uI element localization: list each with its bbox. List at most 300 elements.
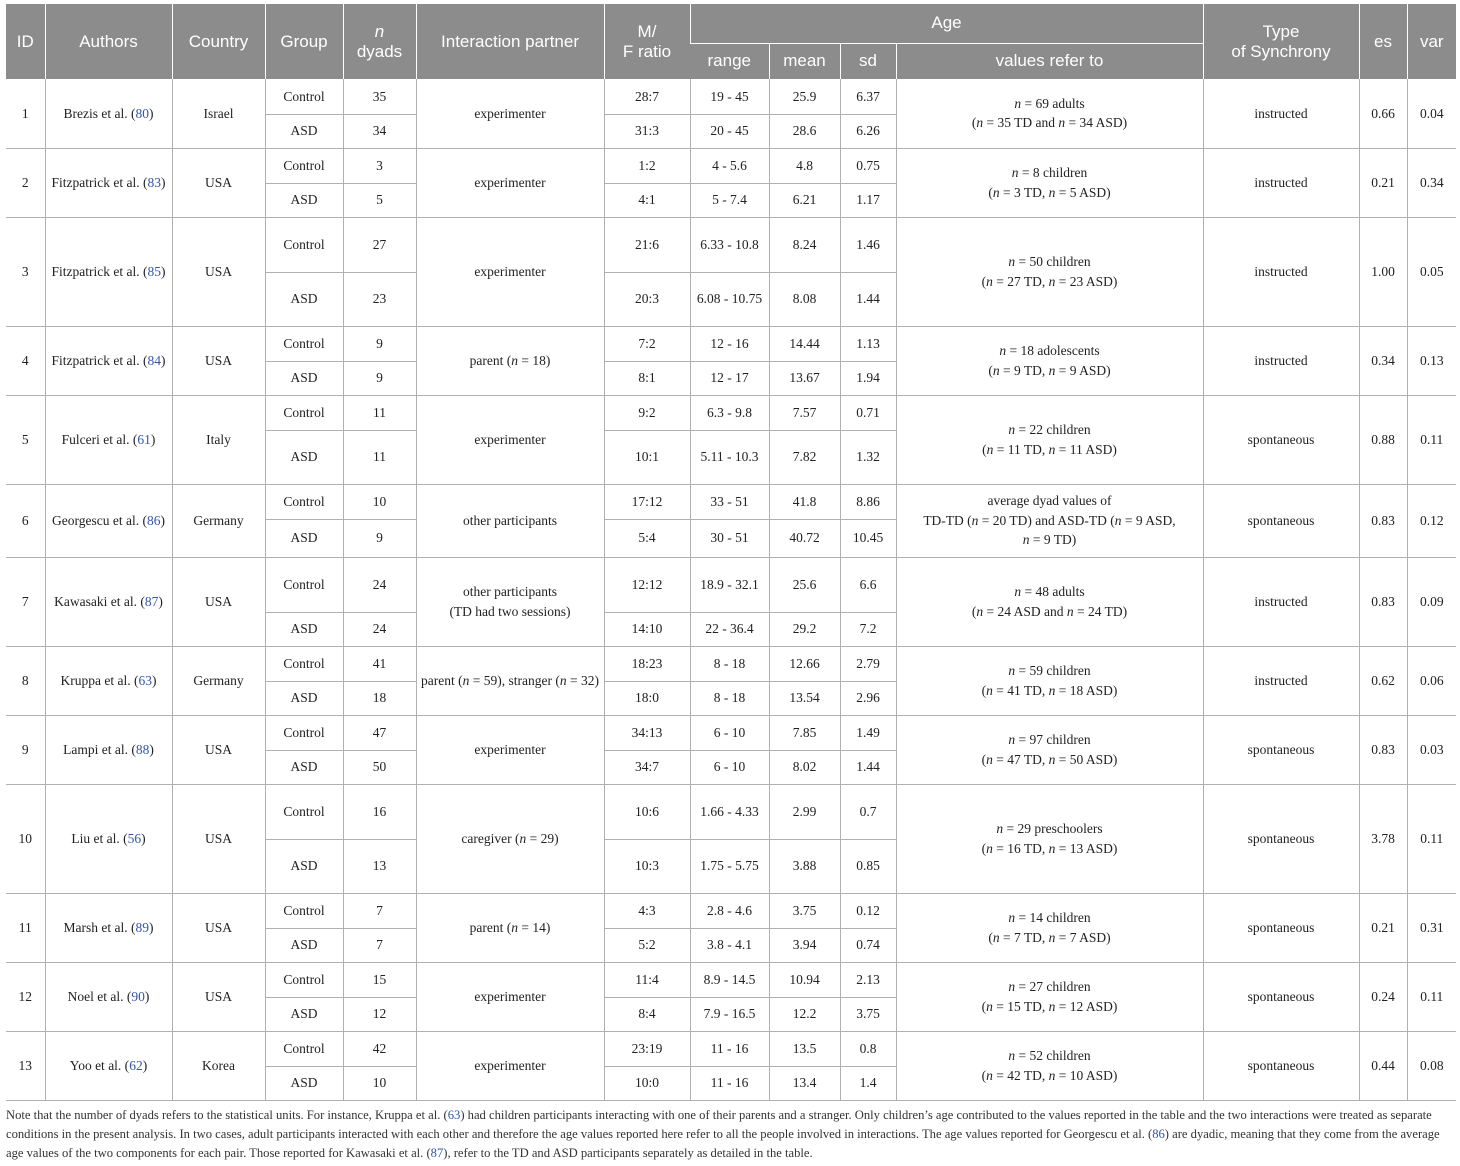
values-text: = 3 TD, (999, 184, 1049, 200)
note-ref-3: 87 (430, 1146, 444, 1160)
header-es: es (1359, 4, 1407, 79)
age-range-cell: 7.9 - 16.5 (690, 997, 769, 1031)
values-text: = 7 ASD) (1055, 929, 1111, 945)
age-mean-cell: 41.8 (769, 484, 840, 519)
values-text: TD-TD ( (923, 512, 972, 528)
age-mean-cell: 4.8 (769, 148, 840, 183)
interaction-partner-cell (416, 1031, 604, 1100)
table-body (6, 79, 1456, 1100)
table-row (6, 715, 1456, 750)
age-sd-cell: 6.6 (840, 557, 896, 612)
authors-text: Fitzpatrick et al. ( (51, 263, 148, 279)
study-authors-cell (45, 962, 172, 1031)
note-text-1: Note that the number of dyads refers to the statistical units. For instance, Kruppa et al. ( (6, 1108, 448, 1122)
n-dyads-cell: 27 (343, 217, 416, 272)
mf-ratio-cell: 9:2 (604, 395, 690, 430)
synchrony-type-cell: instructed (1203, 557, 1359, 646)
values-n: n (1014, 584, 1022, 599)
age-sd-cell: 1.4 (840, 1066, 896, 1100)
group-cell: Control (265, 962, 343, 997)
partner-n: n (511, 352, 518, 368)
reference-link: 62 (129, 1057, 143, 1073)
age-range-cell: 12 - 17 (690, 361, 769, 395)
interaction-partner-cell (416, 646, 604, 715)
age-range-cell: 6.33 - 10.8 (690, 217, 769, 272)
n-dyads-cell: 12 (343, 997, 416, 1031)
values-text: ( (971, 603, 977, 619)
values-text: = 9 ASD, (1121, 512, 1176, 528)
header-var: var (1407, 4, 1456, 79)
study-authors-cell (45, 646, 172, 715)
authors-text: Georgescu et al. ( (52, 512, 147, 528)
variance-cell: 0.04 (1407, 79, 1456, 148)
mf-ratio-cell: 20:3 (604, 272, 690, 326)
interaction-partner-cell (416, 784, 604, 893)
n-dyads-cell: 11 (343, 395, 416, 430)
study-authors-cell (45, 326, 172, 395)
age-range-cell: 8 - 18 (690, 681, 769, 715)
values-n: n (1048, 1067, 1056, 1083)
study-authors-cell (45, 784, 172, 893)
header-age-sd: sd (840, 43, 896, 79)
age-mean-cell: 7.57 (769, 395, 840, 430)
authors-text: Lampi et al. ( (63, 741, 136, 757)
study-id-cell: 11 (6, 893, 45, 962)
values-text: ( (988, 362, 993, 378)
age-mean-cell: 3.75 (769, 893, 840, 928)
values-text: = 20 TD) and ASD-TD ( (978, 512, 1115, 528)
n-dyads-cell: 3 (343, 148, 416, 183)
reference-link: 87 (144, 593, 159, 609)
age-mean-cell: 29.2 (769, 612, 840, 646)
values-text: = 48 adults (1021, 584, 1085, 599)
values-n: n (976, 115, 984, 131)
values-text: = 69 adults (1021, 95, 1085, 111)
values-text: = 18 adolescents (1006, 343, 1100, 358)
authors-text: Marsh et al. ( (63, 919, 136, 935)
values-n: n (971, 512, 979, 528)
age-mean-cell: 14.44 (769, 326, 840, 361)
partner-text: parent ( (469, 352, 512, 368)
effect-size-cell: 0.21 (1359, 148, 1407, 217)
values-refer-to-cell (896, 557, 1203, 646)
reference-link: 85 (147, 263, 161, 279)
age-range-cell: 6 - 10 (690, 750, 769, 784)
partner-text: parent ( (421, 672, 463, 688)
values-n: n (1048, 682, 1056, 698)
values-n: n (1008, 422, 1016, 437)
values-text: = 47 TD, (992, 751, 1049, 767)
mf-ratio-cell: 4:3 (604, 893, 690, 928)
interaction-partner-cell (416, 962, 604, 1031)
study-id-cell: 1 (6, 79, 45, 148)
header-n-dyads (343, 4, 416, 79)
values-refer-to-cell (896, 395, 1203, 484)
partner-text: experimenter (474, 263, 546, 279)
partner-n: n (559, 672, 567, 688)
variance-cell: 0.03 (1407, 715, 1456, 784)
group-cell: Control (265, 217, 343, 272)
interaction-partner-cell (416, 484, 604, 557)
group-cell: ASD (265, 750, 343, 784)
partner-text: experimenter (474, 988, 546, 1004)
partner-text: = 29) (526, 830, 559, 846)
study-country-cell: USA (172, 326, 265, 395)
authors-tail: ) (160, 263, 166, 279)
authors-text: Fulceri et al. ( (61, 431, 138, 447)
synchrony-type-cell: instructed (1203, 148, 1359, 217)
study-country-cell: USA (172, 962, 265, 1031)
partner-text: = 32) (566, 672, 599, 688)
values-n: n (986, 441, 994, 457)
partner-text: = 14) (518, 919, 551, 935)
values-n: n (986, 273, 993, 289)
n-dyads-cell: 7 (343, 893, 416, 928)
mf-ratio-cell: 28:7 (604, 79, 690, 114)
header-age-mean: mean (769, 43, 840, 79)
values-n: n (1048, 441, 1056, 457)
group-cell: Control (265, 395, 343, 430)
values-n: n (1008, 910, 1016, 925)
mf-ratio-cell: 34:7 (604, 750, 690, 784)
authors-text: Fitzpatrick et al. ( (51, 174, 148, 190)
age-mean-cell: 13.5 (769, 1031, 840, 1066)
synchrony-type-cell: spontaneous (1203, 893, 1359, 962)
table-row (6, 784, 1456, 839)
values-n: n (1058, 115, 1066, 131)
table-row (6, 395, 1456, 430)
values-n: n (992, 362, 1000, 378)
header-group: Group (265, 4, 343, 79)
values-text: = 27 TD, (992, 273, 1049, 289)
synchrony-type-cell: spontaneous (1203, 784, 1359, 893)
partner-n: n (462, 672, 470, 688)
n-dyads-cell: 13 (343, 839, 416, 893)
mf-ratio-cell: 7:2 (604, 326, 690, 361)
mf-ratio-cell: 1:2 (604, 148, 690, 183)
reference-link: 84 (147, 352, 161, 368)
effect-size-cell: 0.44 (1359, 1031, 1407, 1100)
partner-text: = 18) (518, 352, 551, 368)
study-country-cell: USA (172, 148, 265, 217)
mf-ratio-cell: 5:4 (604, 519, 690, 557)
effect-size-cell: 0.88 (1359, 395, 1407, 484)
age-range-cell: 11 - 16 (690, 1066, 769, 1100)
values-n: n (1048, 840, 1056, 856)
values-n: n (1008, 979, 1016, 994)
age-range-cell: 6 - 10 (690, 715, 769, 750)
group-cell: Control (265, 557, 343, 612)
study-country-cell: USA (172, 217, 265, 326)
values-text: = 9 ASD) (1055, 362, 1111, 378)
interaction-partner-cell (416, 557, 604, 646)
age-mean-cell: 10.94 (769, 962, 840, 997)
values-line: average dyad values of (987, 493, 1112, 509)
table-row (6, 326, 1456, 361)
interaction-partner-cell (416, 217, 604, 326)
n-dyads-cell: 9 (343, 519, 416, 557)
values-n: n (986, 840, 993, 856)
age-mean-cell: 7.85 (769, 715, 840, 750)
study-authors-cell (45, 893, 172, 962)
values-refer-to-cell (896, 217, 1203, 326)
reference-link: 89 (135, 919, 149, 935)
age-sd-cell: 1.49 (840, 715, 896, 750)
authors-tail: ) (150, 431, 156, 447)
group-cell: Control (265, 1031, 343, 1066)
age-range-cell: 4 - 5.6 (690, 148, 769, 183)
group-cell: ASD (265, 430, 343, 484)
values-n: n (1048, 929, 1056, 945)
synchrony-type-cell: spontaneous (1203, 395, 1359, 484)
age-mean-cell: 2.99 (769, 784, 840, 839)
study-id-cell: 12 (6, 962, 45, 1031)
effect-size-cell: 1.00 (1359, 217, 1407, 326)
age-range-cell: 6.3 - 9.8 (690, 395, 769, 430)
age-range-cell: 20 - 45 (690, 114, 769, 148)
study-country-cell: Germany (172, 484, 265, 557)
mf-ratio-cell: 11:4 (604, 962, 690, 997)
age-sd-cell: 1.44 (840, 750, 896, 784)
values-text: = 22 children (1015, 422, 1091, 437)
values-text: ( (981, 682, 987, 698)
study-country-cell: USA (172, 893, 265, 962)
group-cell: ASD (265, 183, 343, 217)
note-ref-1: 63 (447, 1108, 461, 1122)
group-cell: ASD (265, 114, 343, 148)
effect-size-cell: 0.83 (1359, 484, 1407, 557)
authors-tail: ) (144, 988, 150, 1004)
partner-text: experimenter (474, 105, 546, 121)
study-id-cell: 3 (6, 217, 45, 326)
values-text: = 8 children (1018, 165, 1088, 180)
study-id-cell: 4 (6, 326, 45, 395)
table-header (6, 4, 1456, 79)
header-mf-ratio-line2: F ratio (622, 41, 672, 61)
n-dyads-cell: 7 (343, 928, 416, 962)
age-range-cell: 33 - 51 (690, 484, 769, 519)
mf-ratio-cell: 17:12 (604, 484, 690, 519)
values-n: n (1022, 532, 1030, 548)
age-range-cell: 1.66 - 4.33 (690, 784, 769, 839)
table-row (6, 79, 1456, 114)
values-text: = 13 ASD) (1055, 840, 1118, 856)
partner-text: other participants (462, 512, 558, 528)
values-n: n (1008, 254, 1016, 269)
synchrony-type-cell: spontaneous (1203, 715, 1359, 784)
values-text: = 42 TD, (992, 1067, 1049, 1083)
values-refer-to-cell (896, 79, 1203, 148)
values-text: ( (981, 840, 987, 856)
group-cell: Control (265, 784, 343, 839)
group-cell: ASD (265, 1066, 343, 1100)
authors-text: Kruppa et al. ( (60, 672, 139, 688)
study-id-cell: 6 (6, 484, 45, 557)
values-text: = 97 children (1015, 732, 1091, 747)
values-n: n (1066, 603, 1074, 619)
n-dyads-cell: 47 (343, 715, 416, 750)
note-text-2: ) had children participants interacting with one of their parents and a stranger. Only children’s age contributed to the values reported in the table and the two interactions were treated as separate conditions in the present analysis. In two cases, adult participants interacted with each other and therefore the age values reported here refer to all the people involved in interactions. The age values reported for Georgescu et al. ( (6, 1108, 1432, 1141)
values-refer-to-cell (896, 1031, 1203, 1100)
values-n: n (992, 184, 1000, 200)
n-dyads-cell: 24 (343, 612, 416, 646)
header-authors: Authors (45, 4, 172, 79)
n-dyads-cell: 11 (343, 430, 416, 484)
values-refer-to-cell (896, 715, 1203, 784)
values-n: n (976, 603, 984, 619)
mf-ratio-cell: 10:1 (604, 430, 690, 484)
values-text: = 41 TD, (992, 682, 1049, 698)
n-dyads-cell: 23 (343, 272, 416, 326)
values-text: = 34 ASD) (1065, 115, 1128, 131)
study-authors-cell (45, 715, 172, 784)
synchrony-type-cell: instructed (1203, 326, 1359, 395)
effect-size-cell: 0.24 (1359, 962, 1407, 1031)
values-n: n (992, 929, 1000, 945)
reference-link: 90 (131, 988, 145, 1004)
age-sd-cell: 1.13 (840, 326, 896, 361)
values-text: = 11 TD, (993, 441, 1049, 457)
values-refer-to-cell (896, 784, 1203, 893)
variance-cell: 0.12 (1407, 484, 1456, 557)
table-row (6, 217, 1456, 272)
group-cell: ASD (265, 519, 343, 557)
study-authors-cell (45, 148, 172, 217)
variance-cell: 0.13 (1407, 326, 1456, 395)
n-dyads-cell: 42 (343, 1031, 416, 1066)
n-dyads-cell: 5 (343, 183, 416, 217)
values-n: n (1048, 998, 1056, 1014)
authors-tail: ) (148, 919, 154, 935)
age-sd-cell: 2.79 (840, 646, 896, 681)
age-mean-cell: 8.24 (769, 217, 840, 272)
mf-ratio-cell: 12:12 (604, 557, 690, 612)
authors-tail: ) (148, 105, 154, 121)
age-range-cell: 5.11 - 10.3 (690, 430, 769, 484)
values-n: n (1008, 732, 1016, 747)
interaction-partner-cell (416, 79, 604, 148)
mf-ratio-cell: 18:0 (604, 681, 690, 715)
group-cell: Control (265, 326, 343, 361)
values-text: = 9 TD, (999, 362, 1049, 378)
age-sd-cell: 8.86 (840, 484, 896, 519)
mf-ratio-cell: 34:13 (604, 715, 690, 750)
interaction-partner-cell (416, 326, 604, 395)
reference-link: 83 (147, 174, 161, 190)
values-n: n (1008, 1048, 1016, 1063)
header-mf-ratio (604, 4, 690, 79)
n-dyads-cell: 50 (343, 750, 416, 784)
variance-cell: 0.31 (1407, 893, 1456, 962)
age-sd-cell: 1.94 (840, 361, 896, 395)
group-cell: ASD (265, 361, 343, 395)
values-text: ( (988, 184, 993, 200)
values-text: ( (971, 115, 977, 131)
values-n: n (996, 821, 1004, 836)
header-country: Country (172, 4, 265, 79)
age-range-cell: 1.75 - 5.75 (690, 839, 769, 893)
study-id-cell: 7 (6, 557, 45, 646)
age-range-cell: 2.8 - 4.6 (690, 893, 769, 928)
mf-ratio-cell: 10:0 (604, 1066, 690, 1100)
table-row (6, 646, 1456, 681)
study-id-cell: 8 (6, 646, 45, 715)
partner-text: experimenter (474, 174, 546, 190)
effect-size-cell: 0.83 (1359, 557, 1407, 646)
values-text: = 52 children (1015, 1048, 1091, 1063)
authors-tail: ) (158, 593, 163, 609)
interaction-partner-cell (416, 715, 604, 784)
values-text: = 16 TD, (992, 840, 1049, 856)
age-sd-cell: 2.96 (840, 681, 896, 715)
authors-tail: ) (142, 1057, 148, 1073)
age-sd-cell: 1.32 (840, 430, 896, 484)
table-row (6, 484, 1456, 519)
values-text: = 27 children (1015, 979, 1091, 994)
values-n: n (986, 1067, 993, 1083)
age-range-cell: 18.9 - 32.1 (690, 557, 769, 612)
age-sd-cell: 10.45 (840, 519, 896, 557)
age-sd-cell: 2.13 (840, 962, 896, 997)
study-country-cell: USA (172, 784, 265, 893)
age-mean-cell: 12.66 (769, 646, 840, 681)
partner-text: parent ( (469, 919, 512, 935)
authors-tail: ) (151, 672, 157, 688)
study-authors-cell (45, 1031, 172, 1100)
note-text-4: ), refer to the TD and ASD participants separately as detailed in the table. (443, 1146, 813, 1160)
values-text: ( (981, 273, 987, 289)
age-mean-cell: 3.94 (769, 928, 840, 962)
partner-text: experimenter (474, 431, 546, 447)
group-cell: ASD (265, 681, 343, 715)
header-age: Age (690, 4, 1203, 43)
synchrony-type-cell: instructed (1203, 217, 1359, 326)
values-text: ( (981, 1067, 987, 1083)
partner-line: other participants (462, 584, 558, 599)
variance-cell: 0.11 (1407, 395, 1456, 484)
n-dyads-cell: 18 (343, 681, 416, 715)
mf-ratio-cell: 10:6 (604, 784, 690, 839)
age-range-cell: 11 - 16 (690, 1031, 769, 1066)
header-mf-ratio-line1: M/ (637, 21, 657, 41)
header-id: ID (6, 4, 45, 79)
age-sd-cell: 0.8 (840, 1031, 896, 1066)
values-n: n (1011, 165, 1019, 180)
age-range-cell: 8 - 18 (690, 646, 769, 681)
effect-size-cell: 0.34 (1359, 326, 1407, 395)
values-text: = 14 children (1015, 910, 1091, 925)
age-sd-cell: 0.7 (840, 784, 896, 839)
age-mean-cell: 25.9 (769, 79, 840, 114)
variance-cell: 0.34 (1407, 148, 1456, 217)
study-authors-cell (45, 395, 172, 484)
values-n: n (1048, 184, 1056, 200)
study-id-cell: 13 (6, 1031, 45, 1100)
group-cell: ASD (265, 272, 343, 326)
n-dyads-cell: 15 (343, 962, 416, 997)
age-sd-cell: 0.74 (840, 928, 896, 962)
values-text: = 35 TD and (983, 115, 1059, 131)
age-sd-cell: 1.44 (840, 272, 896, 326)
values-text: = 11 ASD) (1055, 441, 1117, 457)
age-sd-cell: 6.37 (840, 79, 896, 114)
study-country-cell: USA (172, 715, 265, 784)
note-text-3: ) are dyadic, meaning that they come from the average age values of the two components for each pair. Those reported for Kawasaki et al. ( (6, 1127, 1440, 1160)
group-cell: Control (265, 148, 343, 183)
study-id-cell: 2 (6, 148, 45, 217)
authors-tail: ) (141, 830, 146, 846)
values-n: n (1114, 512, 1122, 528)
